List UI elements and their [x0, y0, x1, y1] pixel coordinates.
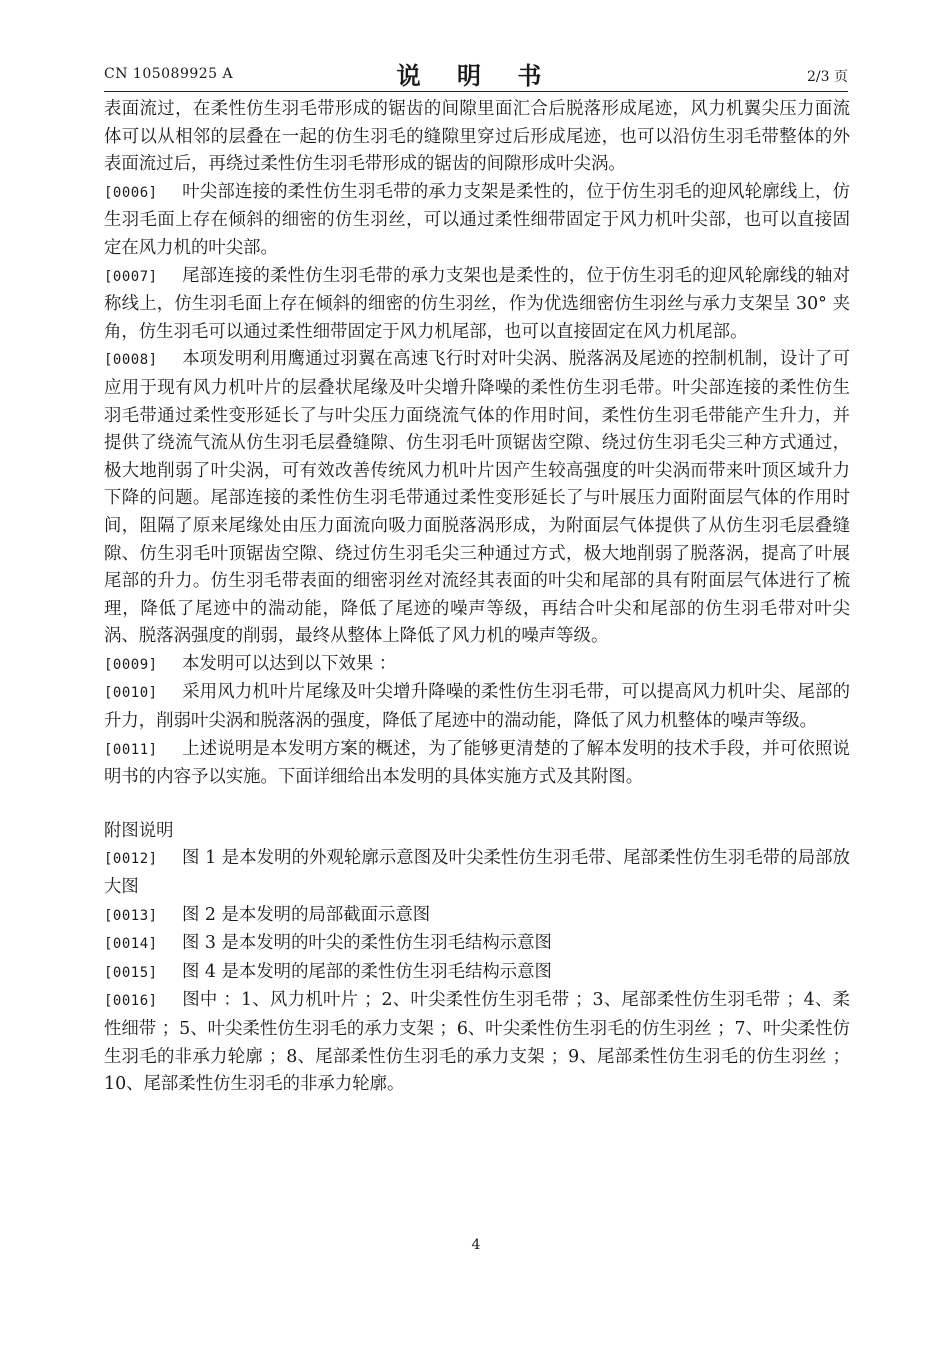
- header-rule: [104, 91, 848, 92]
- paragraph-text: 图 2 是本发明的局部截面示意图: [182, 904, 431, 925]
- paragraph-text: 尾部连接的柔性仿生羽毛带的承力支架也是柔性的，位于仿生羽毛的迎风轮廓线的轴对称线上，仿生羽毛面上存在倾斜的细密的仿生羽丝，作为优选细密仿生羽丝与承力支架呈 30° 夹角，仿生羽毛可以通过柔性细带固定于风力机尾部，也可以直接固定在风力机尾部。: [104, 265, 850, 342]
- paragraph-number: [0015]: [104, 964, 158, 981]
- section-heading: 附图说明: [104, 820, 174, 841]
- section-spacer: [104, 792, 850, 818]
- paragraph-text: 图中 ：1、风力机叶片 ；2、叶尖柔性仿生羽毛带 ；3、尾部柔性仿生羽毛带 ；4、柔性细带 ；5、叶尖柔性仿生羽毛的承力支架 ；6、叶尖柔性仿生羽毛的仿生羽丝 ；7、叶尖柔性仿生羽毛的非承力轮廓 ；8、尾部柔性仿生羽毛的承力支架 ；9、尾部柔性仿生羽毛的仿生羽丝 ；10、尾部柔性仿生羽毛的非承力轮廓。: [104, 990, 850, 1095]
- paragraph-0015: [104, 959, 850, 988]
- paragraph-text: 表面流过，在柔性仿生羽毛带形成的锯齿的间隙里面汇合后脱落形成尾迹，风力机翼尖压力面流体可以从相邻的层叠在一起的仿生羽毛的缝隙里穿过后形成尾迹，也可以沿仿生羽毛带整体的外表面流过后，再绕过柔性仿生羽毛带形成的锯齿的间隙形成叶尖涡。: [104, 99, 850, 175]
- paragraph-0016: [104, 987, 850, 1098]
- page-header: [104, 56, 848, 88]
- paragraph-number: [0012]: [104, 851, 158, 868]
- paragraph-text: 图 3 是本发明的叶尖的柔性仿生羽毛结构示意图: [182, 933, 552, 954]
- paragraph-number: [0014]: [104, 936, 158, 953]
- paragraph-continued: [104, 96, 850, 179]
- paragraph-0013: [104, 902, 850, 931]
- paragraph-text: 上述说明是本发明方案的概述，为了能够更清楚的了解本发明的技术手段，并可依照说明书的内容予以实施。下面详细给出本发明的具体实施方式及其附图。: [104, 738, 850, 788]
- paragraph-text: 本发明可以达到以下效果 ：: [182, 653, 397, 674]
- paragraph-number: [0016]: [104, 993, 158, 1010]
- paragraph-number: [0006]: [104, 184, 158, 201]
- paragraph-0007: [104, 263, 850, 347]
- paragraph-number: [0009]: [104, 656, 158, 673]
- paragraph-0006: [104, 179, 850, 263]
- paragraph-text: 图 4 是本发明的尾部的柔性仿生羽毛结构示意图: [182, 961, 552, 982]
- document-body: [104, 96, 850, 1099]
- paragraph-0009: [104, 651, 850, 680]
- doc-number: CN 105089925 A: [104, 66, 234, 82]
- paragraph-number: [0008]: [104, 352, 158, 369]
- doc-title: 说 明 书: [396, 61, 556, 90]
- paragraph-number: [0010]: [104, 685, 158, 702]
- paragraph-text: 图 1 是本发明的外观轮廓示意图及叶尖柔性仿生羽毛带、尾部柔性仿生羽毛带的局部放大图: [104, 848, 850, 898]
- paragraph-0008: [104, 346, 850, 651]
- paragraph-text: 叶尖部连接的柔性仿生羽毛带的承力支架是柔性的，位于仿生羽毛的迎风轮廓线上，仿生羽毛面上存在倾斜的细密的仿生羽丝，可以通过柔性细带固定于风力机叶尖部，也可以直接固定在风力机的叶尖部。: [104, 181, 850, 258]
- paragraph-text: 本项发明利用鹰通过羽翼在高速飞行时对叶尖涡、脱落涡及尾迹的控制机制，设计了可应用于现有风力机叶片的层叠状尾缘及叶尖增升降噪的柔性仿生羽毛带。叶尖部连接的柔性仿生羽毛带通过柔性变形延长了与叶尖压力面绕流气体的作用时间，柔性仿生羽毛带能产生升力，并提供了绕流气流从仿生羽毛层叠缝隙、仿生羽毛叶顶锯齿空隙、绕过仿生羽毛尖三种方式通过，极大地削弱了叶尖涡，可有效改善传统风力机叶片因产生较高强度的叶尖涡而带来叶顶区域升力下降的问题。尾部连接的柔性仿生羽毛带通过柔性变形延长了与叶展压力面附面层气体的作用时间，阻隔了原来尾缘处由压力面流向吸力面脱落涡形成，为附面层气体提供了从仿生羽毛层叠缝隙、仿生羽毛叶顶锯齿空隙、绕过仿生羽毛尖三种通过方式，极大地削弱了脱落涡，提高了叶展尾部的升力。仿生羽毛带表面的细密羽丝对流经其表面的叶尖和尾部的具有附面层气体进行了梳理，降低了尾迹中的湍动能，降低了尾迹的噪声等级，再结合叶尖和尾部的仿生羽毛带对叶尖涡、脱落涡强度的削弱，最终从整体上降低了风力机的噪声等级。: [104, 349, 850, 647]
- paragraph-text: 采用风力机叶片尾缘及叶尖增升降噪的柔性仿生羽毛带，可以提高风力机叶尖、尾部的升力，削弱叶尖涡和脱落涡的强度，降低了尾迹中的湍动能，降低了风力机整体的噪声等级。: [104, 682, 850, 732]
- paragraph-number: [0011]: [104, 741, 158, 758]
- paragraph-0012: [104, 845, 850, 901]
- page-number: 4: [471, 1237, 481, 1253]
- paragraph-number: [0013]: [104, 907, 158, 924]
- paragraph-0011: [104, 736, 850, 792]
- paragraph-0014: [104, 930, 850, 959]
- paragraph-0010: [104, 679, 850, 735]
- paragraph-number: [0007]: [104, 268, 158, 285]
- page-indicator: 2/3 页: [807, 69, 848, 85]
